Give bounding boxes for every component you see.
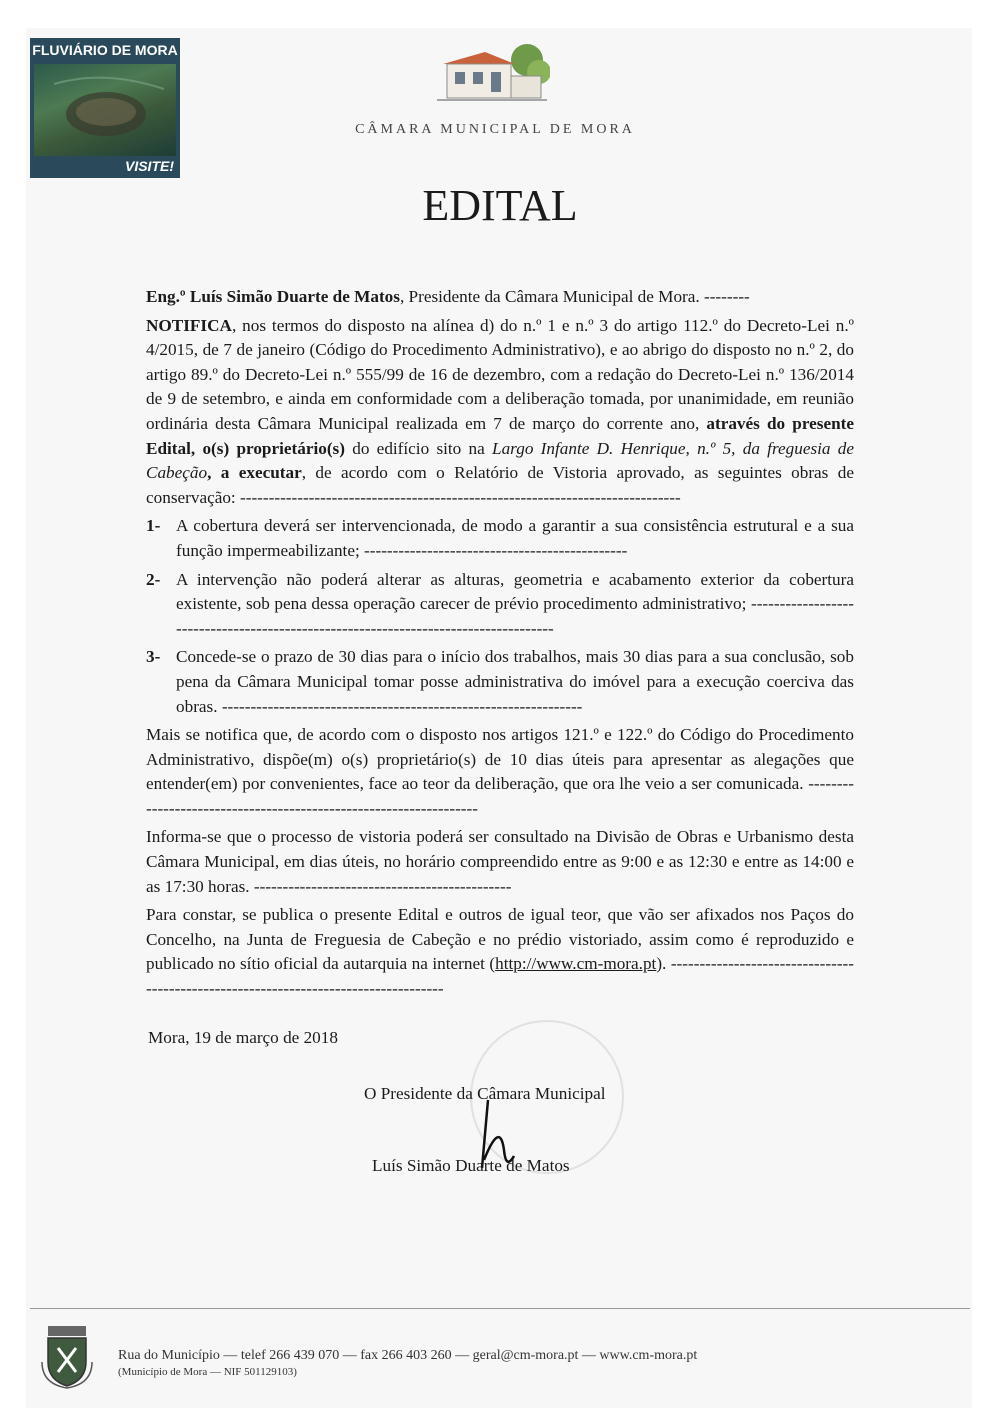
document-date: Mora, 19 de março de 2018 bbox=[148, 1028, 338, 1047]
banner-photo bbox=[34, 64, 176, 156]
banner-title: FLUVIÁRIO DE MORA bbox=[32, 42, 178, 58]
building-address: Largo Infante D. Henrique, n.º 5, da freguesia de Cabeção bbox=[146, 438, 854, 483]
list-item bbox=[146, 568, 854, 642]
list-item-number: 2- bbox=[146, 569, 161, 589]
footer-contact: Rua do Município — telef 266 439 070 — fax 266 403 260 — geral@cm-mora.pt — www.cm-mora.pt bbox=[118, 1348, 698, 1363]
notifica-bold-text: , a executar bbox=[207, 463, 302, 483]
list-item-number: 3- bbox=[146, 647, 161, 667]
edital-body bbox=[146, 285, 854, 1006]
publication-tail: ). ------------------------------------------------------------------------------------ bbox=[146, 954, 854, 999]
signatory-role: O Presidente da Câmara Municipal bbox=[364, 1084, 606, 1103]
list-item-text: A intervenção não poderá alterar as alturas, geometria e acabamento exterior da cobertura existente, sob pena dessa operação carecer de prévio procedimento administrativo; ------------------------------------------------------------------------------------ bbox=[176, 569, 854, 638]
footer-divider bbox=[30, 1308, 970, 1309]
notifica-text: , de acordo com o Relatório de Vistoria aprovado, as seguintes obras de conservação: ----------------------------------------------------------------------------- bbox=[146, 463, 854, 507]
list-item-number: 1- bbox=[146, 516, 161, 536]
president-name: Eng.º Luís Simão Duarte de Matos bbox=[146, 287, 400, 306]
document-title: EDITAL bbox=[422, 181, 578, 230]
info-paragraph: Informa-se que o processo de vistoria poderá ser consultado na Divisão de Obras e Urbanismo desta Câmara Municipal, em dias úteis, no horário compreendido entre as 9:00 e as 12:30 e entre as 14:00 e as 17:30 horas. --------------------------------------------- bbox=[146, 827, 854, 896]
banner-visit-label: VISITE! bbox=[124, 158, 174, 174]
list-item-text: A cobertura deverá ser intervencionada, de modo a garantir a sua consistência estrutural e a sua função impermeabilizante; ---------------------------------------------- bbox=[176, 516, 854, 560]
publication-paragraph bbox=[146, 903, 854, 1001]
list-item bbox=[146, 514, 854, 563]
signatory-name: Luís Simão Duarte de Matos bbox=[372, 1156, 570, 1175]
notifica-text: do edifício sito na bbox=[344, 438, 493, 458]
notifica-bold-text: através do presente Edital, o(s) proprietário(s) bbox=[146, 413, 854, 458]
list-item-text: Concede-se o prazo de 30 dias para o início dos trabalhos, mais 30 dias para a sua conclusão, sob pena da Câmara Municipal tomar posse administrativa do imóvel para a execução coerciva das obras. --------------------------------------------------------------- bbox=[176, 647, 854, 716]
municipal-crest-icon bbox=[38, 1322, 96, 1390]
list-item bbox=[146, 645, 854, 719]
president-role: , Presidente da Câmara Municipal de Mora. -------- bbox=[399, 287, 750, 306]
notifica-paragraph bbox=[146, 314, 854, 511]
intro-paragraph bbox=[146, 285, 854, 310]
organization-name: CÂMARA MUNICIPAL DE MORA bbox=[355, 122, 635, 137]
notifica-lead: NOTIFICA bbox=[146, 315, 232, 335]
publication-text: Para constar, se publica o presente Edital e outros de igual teor, que vão ser afixados nos Paços do Concelho, na Junta de Freguesia de Cabeção e no prédio vistoriado, assim como é reproduzido e publicado no sítio oficial da autarquia na internet ( bbox=[146, 905, 854, 974]
municipal-logo-icon bbox=[435, 38, 550, 108]
notifica-text: , nos termos do disposto na alínea d) do n.º 1 e n.º 3 do artigo 112.º do Decreto-Lei n.º 4/2015, de 7 de janeiro (Código do Procedimento Administrativo), e ao abrigo do disposto no n.º 2, do artigo 89.º do Decreto-Lei n.º 555/99 de 16 de dezembro, com a redação do Decreto-Lei n.º 136/2014 de 9 de setembro, e ainda em conformidade com a deliberação tomada, por unanimidade, em reunião ordinária desta Câmara Municipal realizada em 7 de março do corrente ano, bbox=[146, 315, 854, 433]
fluviario-banner[interactable] bbox=[30, 38, 180, 178]
notice-paragraph: Mais se notifica que, de acordo com o disposto nos artigos 121.º e 122.º do Código do Procedimento Administrativo, dispõe(m) o(s) proprietário(s) de 10 dias úteis para apresentar as alegações que entender(em) por convenientes, face ao teor da deliberação, que ora lhe veio a ser comunicada. ------------------------------------------------------------------ bbox=[146, 725, 854, 818]
website-link[interactable]: http://www.cm-mora.pt bbox=[495, 954, 657, 974]
footer-nif: (Município de Mora — NIF 501129103) bbox=[118, 1366, 297, 1378]
